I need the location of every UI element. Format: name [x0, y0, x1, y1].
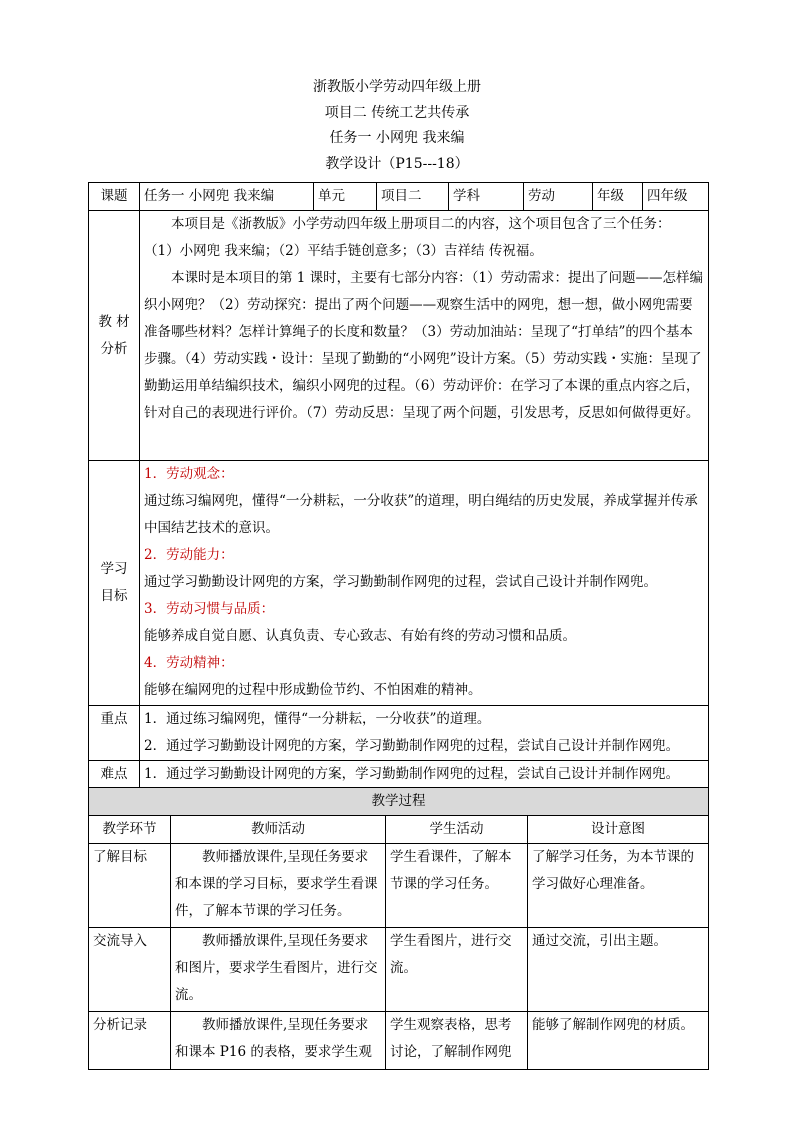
intent-cell: 了解学习任务，为本节课的学习做好心理准备。	[528, 844, 709, 928]
title-project: 项目二 传统工艺共传承	[324, 104, 470, 121]
process-row	[89, 844, 709, 928]
analysis-paragraph: 本课时是本项目的第 1 课时，主要有七部分内容：（1）劳动需求：提出了问题——怎样编织小网兜？（2）劳动探究：提出了两个问题——观察生活中的网兜，想一想，做小网兜需要准备哪些材料？怎样计算绳子的长度和数量？（3）劳动加油站：呈现了“打单结”的四个基本步骤。（4）劳动实践・设计：呈现了勤勤的“小网兜”设计方案。（5）劳动实践・实施：呈现了勤勤运用单结编织技术，编织小网兜的过程。（6）劳动评价：在学习了本课的重点内容之后，针对自己的表现进行评价。（7）劳动反思：呈现了两个问题，引发思考，反思如何做得更好。	[144, 270, 704, 421]
analysis-row	[89, 211, 709, 461]
key-points-row	[89, 706, 709, 761]
key-points-content	[140, 706, 709, 761]
subject-label: 学科	[449, 183, 524, 211]
analysis-label: 教 材 分析	[89, 211, 140, 461]
process-header-row	[89, 816, 709, 844]
header-student: 学生活动	[386, 816, 528, 844]
objectives-label: 学习 目标	[89, 461, 140, 706]
title-task: 任务一 小网兜 我来编	[329, 130, 465, 146]
objective-heading: 3．劳动习惯与品质：	[144, 601, 275, 617]
grade-label: 年级	[593, 183, 643, 211]
key-point: 2．通过学习勤勤设计网兜的方案，学习勤勤制作网兜的过程，尝试自己设计并制作网兜。	[144, 738, 680, 754]
course-row	[89, 183, 709, 211]
difficulty-point: 1．通过学习勤勤设计网兜的方案，学习勤勤制作网兜的过程，尝试自己设计并制作网兜。	[144, 766, 680, 782]
objectives-content	[140, 461, 709, 706]
course-value: 任务一 小网兜 我来编	[140, 183, 314, 211]
header-stage: 教学环节	[89, 816, 171, 844]
lesson-info-table	[88, 182, 709, 789]
difficulties-row	[89, 761, 709, 789]
objective-text: 通过学习勤勤设计网兜的方案，学习勤勤制作网兜的过程，尝试自己设计并制作网兜。	[144, 574, 657, 590]
key-points-label: 重点	[89, 706, 140, 761]
teacher-cell: 教师播放课件,呈现任务要求和课本 P16 的表格，要求学生观	[171, 1012, 386, 1070]
subject-value: 劳动	[524, 183, 593, 211]
objective-text: 能够养成自觉自愿、认真负责、专心致志、有始有终的劳动习惯和品质。	[144, 628, 576, 644]
process-row	[89, 928, 709, 1012]
analysis-paragraph: 本项目是《浙教版》小学劳动四年级上册项目二的内容，这个项目包含了三个任务：	[171, 216, 671, 232]
title-design: 教学设计（P15---18）	[325, 155, 469, 172]
student-cell: 学生观察表格，思考讨论，了解制作网兜	[386, 1012, 528, 1070]
grade-value: 四年级	[643, 183, 709, 211]
document-title-block	[0, 75, 794, 177]
objective-heading: 4．劳动精神：	[144, 655, 234, 671]
process-title-row	[89, 788, 709, 816]
analysis-tasks: （1）小网兜 我来编；（2）平结手链创意多；（3）吉祥结 传祝福。	[144, 243, 543, 259]
objectives-row	[89, 461, 709, 706]
title-textbook: 浙教版小学劳动四年级上册	[313, 79, 481, 95]
stage-cell: 了解目标	[89, 844, 171, 928]
header-intent: 设计意图	[528, 816, 709, 844]
unit-label: 单元	[314, 183, 377, 211]
analysis-content	[140, 211, 709, 461]
teacher-cell: 教师播放课件,呈现任务要求和本课的学习目标，要求学生看课件，了解本节课的学习任务。	[171, 844, 386, 928]
teacher-cell: 教师播放课件,呈现任务要求和图片，要求学生看图片，进行交流。	[171, 928, 386, 1012]
unit-value: 项目二	[377, 183, 449, 211]
objective-heading: 2．劳动能力：	[144, 547, 234, 563]
student-cell: 学生看图片，进行交流。	[386, 928, 528, 1012]
stage-cell: 分析记录	[89, 1012, 171, 1070]
course-label: 课题	[89, 183, 140, 211]
difficulties-content	[140, 761, 709, 789]
difficulties-label: 难点	[89, 761, 140, 789]
intent-cell: 能够了解制作网兜的材质。	[528, 1012, 709, 1070]
objective-heading: 1．劳动观念：	[144, 466, 234, 482]
stage-cell: 交流导入	[89, 928, 171, 1012]
process-row	[89, 1012, 709, 1070]
intent-cell: 通过交流，引出主题。	[528, 928, 709, 1012]
student-cell: 学生看课件，了解本节课的学习任务。	[386, 844, 528, 928]
header-teacher: 教师活动	[171, 816, 386, 844]
key-point: 1．通过练习编网兜，懂得“一分耕耘，一分收获”的道理。	[144, 711, 491, 727]
objective-text: 能够在编网兜的过程中形成勤俭节约、不怕困难的精神。	[144, 682, 482, 698]
process-title: 教学过程	[89, 788, 709, 816]
teaching-process-table	[88, 787, 709, 1070]
objective-text: 通过练习编网兜，懂得“一分耕耘，一分收获”的道理，明白绳结的历史发展，养成掌握并传承中国结艺技术的意识。	[144, 493, 698, 536]
